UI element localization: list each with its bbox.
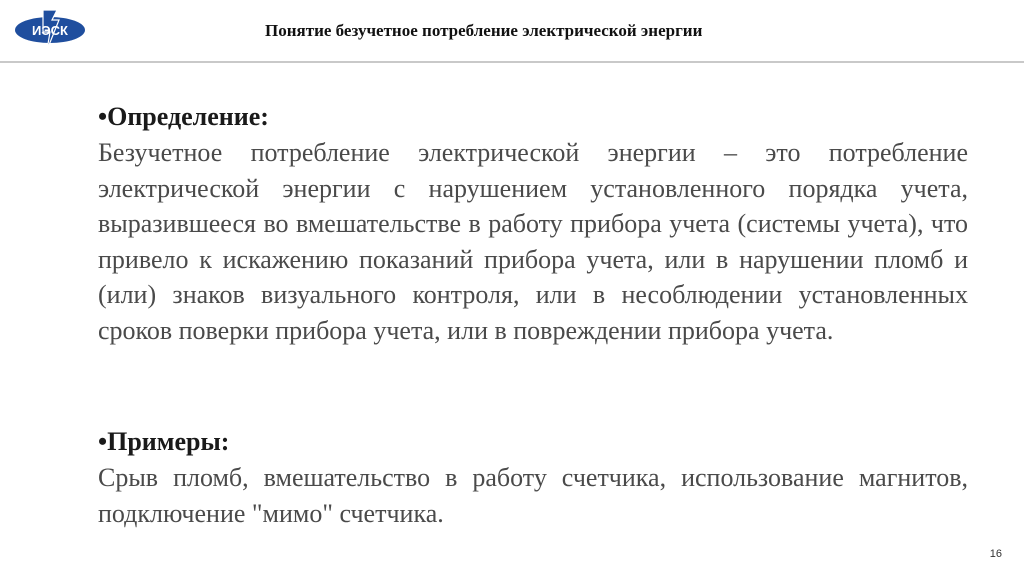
examples-text: Срыв пломб, вмешательство в работу счетчика, использование магнитов, подключение "мимо" счетчика. [98,463,968,528]
logo-text: ИЭСК [32,23,68,38]
definition-text: Безучетное потребление электрической энергии – это потребление электрической энергии с нарушением установленного порядка учета, выразившееся во вмешательстве в работу прибора учета (системы учета), что привело к искажению показаний прибора учета, или в нарушении пломб и (или) знаков визуального контроля, или в несоблюдении установленных сроков поверки прибора учета, или в повреждении прибора учета. [98,138,968,345]
company-logo [13,8,87,52]
slide-header [0,0,1024,62]
examples-heading: •Примеры: [98,427,230,456]
slide-title: Понятие безучетное потребление электрической энергии [265,21,703,40]
examples-section [98,424,968,531]
page-number: 16 [989,548,1002,560]
definition-heading: •Определение: [98,102,269,131]
header-divider [0,61,1024,63]
definition-section [98,99,968,348]
